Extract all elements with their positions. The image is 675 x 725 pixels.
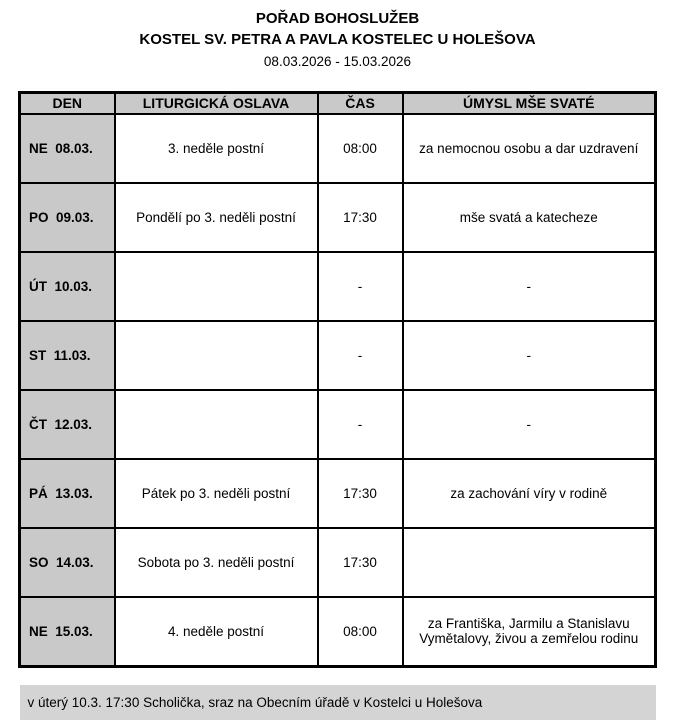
day-cell: PO 09.03.	[20, 183, 115, 252]
table-row	[20, 183, 656, 252]
day-cell: NE 15.03.	[20, 597, 115, 666]
column-header-liturgicka-oslava: LITURGICKÁ OSLAVA	[115, 92, 318, 114]
date-range: 08.03.2026 - 15.03.2026	[263, 53, 412, 69]
schedule-table-header	[20, 92, 656, 114]
table-row	[20, 597, 656, 666]
day-cell: SO 14.03.	[20, 528, 115, 597]
time-cell: 17:30	[318, 183, 403, 252]
time-cell: -	[318, 390, 403, 459]
day-cell: NE 08.03.	[20, 114, 115, 183]
schedule-table-body	[20, 114, 656, 666]
time-cell: -	[318, 321, 403, 390]
intention-cell	[403, 528, 656, 597]
celebration-cell	[115, 390, 318, 459]
footer-note: v úterý 10.3. 17:30 Scholička, sraz na Obecním úřadě v Kostelci u Holešova	[20, 685, 656, 720]
time-cell: 08:00	[318, 114, 403, 183]
intention-cell: -	[403, 321, 656, 390]
table-row	[20, 321, 656, 390]
time-cell: 17:30	[318, 459, 403, 528]
celebration-cell	[115, 321, 318, 390]
time-cell: 17:30	[318, 528, 403, 597]
intention-cell: za zachování víry v rodině	[403, 459, 656, 528]
time-cell: 08:00	[318, 597, 403, 666]
schedule-table	[18, 91, 657, 668]
intention-cell: -	[403, 252, 656, 321]
celebration-cell	[115, 252, 318, 321]
day-cell: ST 11.03.	[20, 321, 115, 390]
intention-cell: -	[403, 390, 656, 459]
celebration-cell: Pátek po 3. neděli postní	[115, 459, 318, 528]
column-header-den: DEN	[20, 92, 115, 114]
time-cell: -	[318, 252, 403, 321]
table-row	[20, 528, 656, 597]
table-row	[20, 390, 656, 459]
intention-cell: za Františka, Jarmilu a Stanislavu Vymětalovy, živou a zemřelou rodinu	[403, 597, 656, 666]
page-subtitle: KOSTEL SV. PETRA A PAVLA KOSTELEC U HOLEŠOVA	[139, 30, 536, 48]
celebration-cell: 3. neděle postní	[115, 114, 318, 183]
header-row	[20, 92, 656, 114]
day-cell: ČT 12.03.	[20, 390, 115, 459]
table-row	[20, 252, 656, 321]
column-header-cas: ČAS	[318, 92, 403, 114]
celebration-cell: Pondělí po 3. neděli postní	[115, 183, 318, 252]
document-header	[0, 10, 675, 69]
column-header-umysl: ÚMYSL MŠE SVATÉ	[403, 92, 656, 114]
celebration-cell: 4. neděle postní	[115, 597, 318, 666]
table-row	[20, 114, 656, 183]
day-cell: ÚT 10.03.	[20, 252, 115, 321]
day-cell: PÁ 13.03.	[20, 459, 115, 528]
page-title: POŘAD BOHOSLUŽEB	[255, 10, 420, 27]
table-row	[20, 459, 656, 528]
celebration-cell: Sobota po 3. neděli postní	[115, 528, 318, 597]
intention-cell: mše svatá a katecheze	[403, 183, 656, 252]
intention-cell: za nemocnou osobu a dar uzdravení	[403, 114, 656, 183]
